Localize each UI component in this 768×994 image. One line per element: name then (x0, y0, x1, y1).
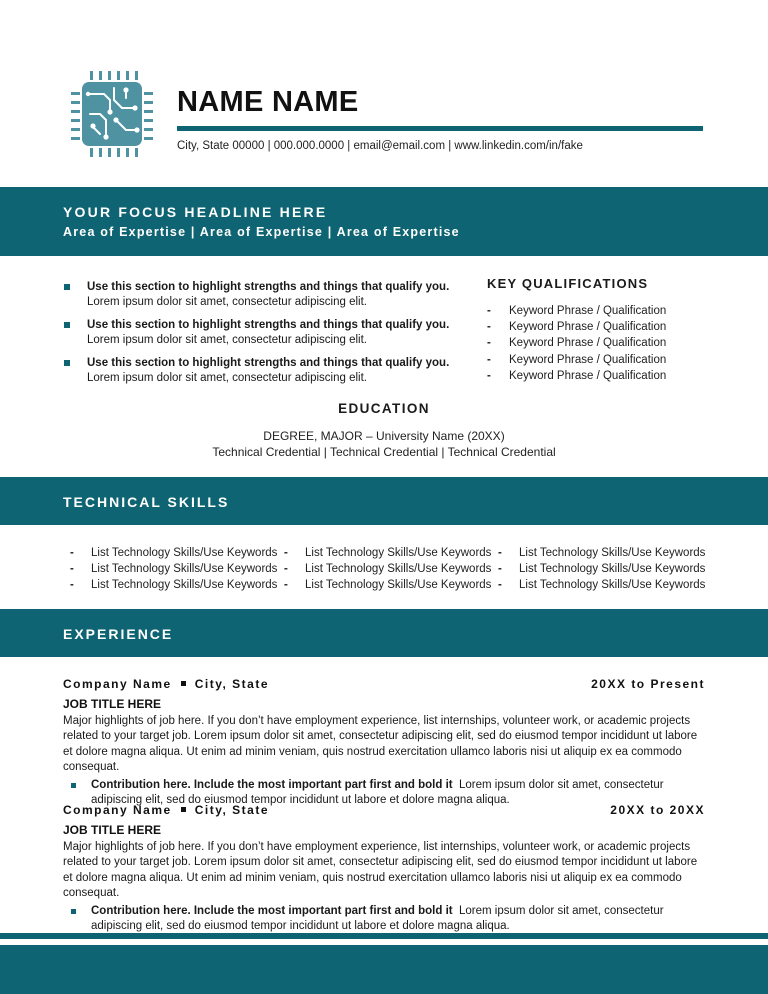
strength-text: Lorem ipsum dolor sit amet, consectetur adipiscing elit. (87, 334, 367, 346)
skills-column-2 (282, 545, 497, 593)
job-description: Major highlights of job here. If you don’t have employment experience, list internships, volunteer work, or academic projects related to your target job. Lorem ipsum dolor sit amet, consectetur adipiscing elit, sed do eiusmod tempor incididunt ut labore et dolore magna aliqua. Ut enim ad minim veniam, quis nostrud exercitation ullamco laboris nisi ut aliquip ex ea commodo consequat. (63, 715, 698, 773)
skill-text: List Technology Skills/Use Keywords (519, 579, 706, 591)
square-separator-icon (181, 681, 186, 686)
skill-item (282, 577, 497, 593)
skill-text: List Technology Skills/Use Keywords (305, 547, 492, 559)
strength-item (63, 318, 468, 348)
square-bullet-icon (64, 322, 70, 328)
skill-item (282, 561, 497, 577)
company-name: Company Name (63, 803, 172, 817)
job-description: Major highlights of job here. If you don’t have employment experience, list internships, volunteer work, or academic projects related to your target job. Lorem ipsum dolor sit amet, consectetur adipiscing elit, sed do eiusmod tempor incididunt ut labore et dolore magna aliqua. Ut enim ad minim veniam, quis nostrud exercitation ullamco laboris nisi ut aliquip ex ea commodo consequat. (63, 841, 698, 899)
qualification-item (487, 335, 717, 351)
square-bullet-icon (64, 284, 70, 290)
key-qualifications-list (487, 303, 717, 384)
qualification-item (487, 319, 717, 335)
candidate-name: NAME NAME (177, 86, 359, 118)
skill-item (282, 545, 497, 561)
skill-item (68, 545, 283, 561)
dash-bullet-icon: - (70, 579, 74, 591)
qualification-text: Keyword Phrase / Qualification (509, 321, 667, 334)
focus-banner (0, 187, 768, 256)
job-location: City, State (194, 803, 269, 817)
education-title: EDUCATION (338, 401, 430, 416)
focus-headline: YOUR FOCUS HEADLINE HERE (63, 204, 328, 220)
footer-rule (0, 933, 768, 939)
skill-text: List Technology Skills/Use Keywords (91, 563, 278, 575)
contribution-bold-text: Contribution here. Include the most important part first and bold it (91, 905, 453, 918)
dash-bullet-icon: - (498, 563, 502, 575)
qualification-text: Keyword Phrase / Qualification (509, 337, 667, 350)
dash-bullet-icon: - (498, 547, 502, 559)
skill-item (68, 561, 283, 577)
dash-bullet-icon: - (487, 321, 491, 334)
dash-bullet-icon: - (487, 353, 491, 366)
dash-bullet-icon: - (70, 563, 74, 575)
qualification-item (487, 303, 717, 319)
skill-item (68, 577, 283, 593)
strength-bold-text: Use this section to highlight strengths and things that qualify you. (87, 319, 450, 331)
circuit-chip-icon (70, 70, 154, 158)
key-qualifications-title: KEY QUALIFICATIONS (487, 276, 649, 291)
qualification-text: Keyword Phrase / Qualification (509, 305, 667, 317)
strength-text: Lorem ipsum dolor sit amet, consectetur adipiscing elit. (87, 372, 367, 384)
skills-column-1 (68, 545, 283, 593)
skill-text: List Technology Skills/Use Keywords (519, 547, 706, 559)
dash-bullet-icon: - (70, 547, 74, 559)
strengths-list (63, 280, 468, 394)
qualification-text: Keyword Phrase / Qualification (509, 353, 667, 366)
dash-bullet-icon: - (284, 563, 288, 575)
contribution-text: Lorem ipsum dolor sit amet, consectetur adipiscing elit, sed do eiusmod tempor incididunt ut labore et dolore magna aliqua. (91, 905, 667, 933)
header-divider (177, 126, 703, 131)
strength-bold-text: Use this section to highlight strengths and things that qualify you. (87, 281, 450, 293)
square-separator-icon (181, 807, 186, 812)
skill-text: List Technology Skills/Use Keywords (91, 579, 278, 591)
dash-bullet-icon: - (487, 305, 491, 317)
job-dates: 20XX to Present (591, 677, 705, 691)
dash-bullet-icon: - (284, 579, 288, 591)
contribution-item (63, 904, 705, 935)
dash-bullet-icon: - (284, 547, 288, 559)
job-header (63, 803, 705, 819)
qualification-item (487, 352, 717, 368)
job-entry (63, 803, 705, 935)
qualification-text: Keyword Phrase / Qualification (509, 369, 667, 382)
areas-of-expertise: Area of Expertise | Area of Expertise | Area of Expertise (63, 225, 460, 239)
contact-line: City, State 00000 | 000.000.0000 | email@email.com | www.linkedin.com/in/fake (177, 140, 583, 152)
job-header (63, 677, 705, 693)
strength-bold-text: Use this section to highlight strengths and things that qualify you. (87, 357, 450, 369)
strength-text: Lorem ipsum dolor sit amet, consectetur adipiscing elit. (87, 296, 367, 308)
dash-bullet-icon: - (498, 579, 502, 591)
technical-skills-title: TECHNICAL SKILLS (63, 494, 230, 510)
job-dates: 20XX to 20XX (610, 803, 705, 817)
skill-text: List Technology Skills/Use Keywords (305, 579, 492, 591)
qualification-item (487, 368, 717, 384)
company-name: Company Name (63, 677, 172, 691)
education-degree: DEGREE, MAJOR – University Name (20XX) (263, 429, 505, 443)
strength-item (63, 356, 468, 386)
skill-text: List Technology Skills/Use Keywords (519, 563, 706, 575)
square-bullet-icon (71, 909, 76, 914)
experience-title: EXPERIENCE (63, 626, 174, 642)
contribution-text: Lorem ipsum dolor sit amet, consectetur adipiscing elit, sed do eiusmod tempor incididunt ut labore et dolore magna aliqua. (91, 779, 667, 807)
skill-item (496, 561, 711, 577)
square-bullet-icon (71, 783, 76, 788)
skill-item (496, 545, 711, 561)
job-title: JOB TITLE HERE (63, 823, 162, 837)
footer-banner (0, 945, 768, 994)
skill-text: List Technology Skills/Use Keywords (305, 563, 492, 575)
dash-bullet-icon: - (487, 369, 491, 382)
strength-item (63, 280, 468, 310)
skill-text: List Technology Skills/Use Keywords (91, 547, 278, 559)
education-credentials: Technical Credential | Technical Credential | Technical Credential (212, 445, 556, 459)
contribution-bold-text: Contribution here. Include the most important part first and bold it (91, 779, 453, 792)
skill-item (496, 577, 711, 593)
job-entry (63, 677, 705, 809)
job-location: City, State (194, 677, 269, 691)
skills-column-3 (496, 545, 711, 593)
dash-bullet-icon: - (487, 337, 491, 350)
square-bullet-icon (64, 360, 70, 366)
job-title: JOB TITLE HERE (63, 697, 162, 711)
